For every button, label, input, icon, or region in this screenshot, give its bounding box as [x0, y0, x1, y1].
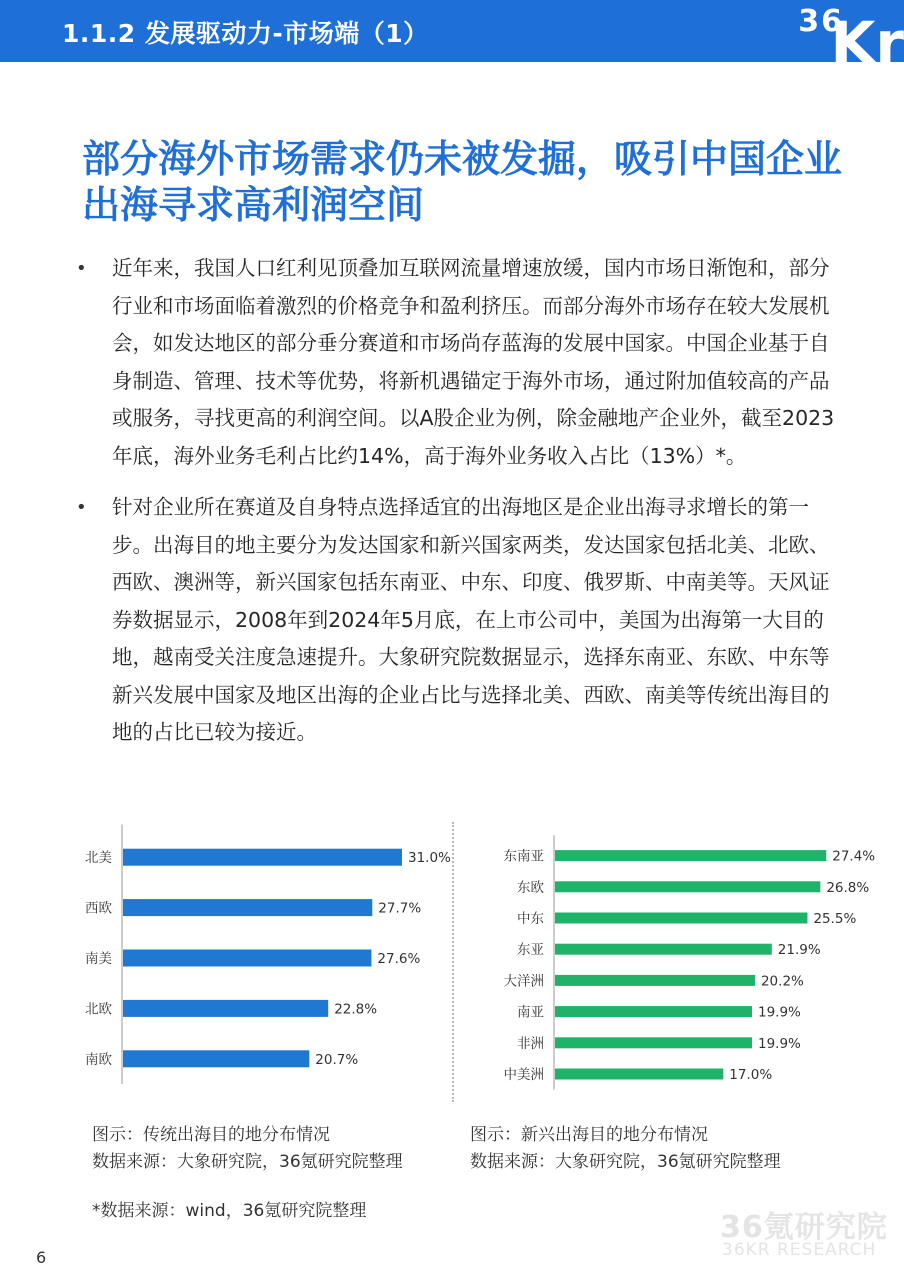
bullet-text: 针对企业所在赛道及自身特点选择适宜的出海地区是企业出海寻求增长的第一步。出海目的地主要分为发达国家和新兴国家两类，发达国家包括北美、北欧、西欧、澳洲等，新兴国家包括东南亚、中东、印度、俄罗斯、中南美等。天风证券数据显示，2008年到2024年5月底，在上市公司中，美国为出海第一大目的地，越南受关注度急速提升。大象研究院数据显示，选择东南亚、东欧、中东等新兴发展中国家及地区出海的企业占比与选择北美、西欧、南美等传统出海目的地的占比已较为接近。 — [112, 495, 830, 744]
data-label: 27.6% — [377, 951, 421, 967]
category-label: 北欧 — [85, 1001, 112, 1018]
bar — [555, 1006, 752, 1017]
right-figure-source: 数据来源：大象研究院，36氪研究院整理 — [470, 1152, 781, 1172]
category-label: 中东 — [517, 911, 544, 927]
data-label: 19.9% — [758, 1004, 801, 1021]
data-label: 20.7% — [315, 1051, 359, 1068]
bullet-item — [76, 250, 836, 475]
headline-line-2: 出海寻求高利润空间 — [82, 183, 425, 227]
bar — [123, 899, 372, 916]
data-label: 27.4% — [832, 848, 876, 865]
data-label: 31.0% — [408, 850, 451, 867]
traditional-destinations-svg — [70, 826, 451, 1096]
logo-kr-text: Kr — [830, 9, 904, 77]
page-number: 6 — [36, 1248, 47, 1267]
bullet-list — [76, 250, 836, 766]
category-label: 大洋洲 — [503, 973, 544, 990]
header-bar — [0, 0, 904, 77]
bar — [123, 849, 402, 866]
bullet-item — [76, 489, 836, 752]
category-label: 北美 — [85, 850, 112, 867]
bar — [555, 850, 826, 861]
category-label: 东南亚 — [503, 848, 544, 865]
data-label: 22.8% — [334, 1001, 378, 1018]
bar — [555, 1037, 752, 1048]
left-figure-title: 图示：传统出海目的地分布情况 — [92, 1125, 330, 1145]
bullet-dot: • — [76, 258, 87, 279]
bullet-text: 近年来，我国人口红利见顶叠加互联网流量增速放缓，国内市场日渐饱和，部分行业和市场面临着激烈的价格竞争和盈利挤压。而部分海外市场存在较大发展机会，如发达地区的部分垂分赛道和市场尚存蓝海的发展中国家。中国企业基于自身制造、管理、技术等优势，将新机遇锚定于海外市场，通过附加值较高的产品或服务，寻找更高的利润空间。以A股企业为例，除金融地产企业外，截至2023年底，海外业务毛利占比约14%，高于海外业务收入占比（13%）*。 — [112, 256, 835, 468]
bar — [123, 1050, 309, 1067]
category-label: 南欧 — [85, 1051, 112, 1068]
data-label: 20.2% — [760, 973, 804, 990]
category-label: 南美 — [85, 951, 112, 967]
category-label: 非洲 — [517, 1035, 544, 1052]
bar — [555, 913, 807, 924]
emerging-destinations-svg — [468, 836, 888, 1086]
bar — [123, 1000, 328, 1017]
right-figure-title: 图示：新兴出海目的地分布情况 — [470, 1125, 708, 1145]
emerging-destinations-chart — [468, 836, 888, 1086]
left-figure-source: 数据来源：大象研究院，36氪研究院整理 — [92, 1152, 403, 1172]
page-headline — [82, 136, 872, 228]
bar — [123, 950, 371, 967]
data-label: 19.9% — [758, 1035, 801, 1052]
bar — [555, 944, 772, 955]
data-label: 25.5% — [813, 911, 857, 927]
category-label: 南亚 — [517, 1004, 544, 1021]
traditional-destinations-chart — [70, 826, 451, 1096]
data-label: 27.7% — [378, 900, 422, 917]
chart-divider — [452, 822, 454, 1102]
headline-line-1: 部分海外市场需求仍未被发掘，吸引中国企业 — [82, 137, 843, 181]
data-label: 26.8% — [826, 879, 870, 896]
category-label: 东亚 — [517, 942, 544, 959]
footnote: *数据来源：wind，36氪研究院整理 — [92, 1201, 367, 1221]
left-chart-caption — [92, 1122, 403, 1176]
watermark-cn: 36氪研究院 — [720, 1210, 888, 1245]
data-label: 17.0% — [729, 1067, 773, 1083]
category-label: 中美洲 — [503, 1067, 544, 1083]
bar — [555, 881, 820, 892]
category-label: 西欧 — [85, 900, 112, 917]
bar — [555, 1069, 723, 1080]
right-chart-caption — [470, 1122, 781, 1176]
data-label: 21.9% — [777, 942, 821, 959]
section-title: 1.1.2 发展驱动力-市场端（1） — [62, 19, 429, 48]
logo-36-text: 36 — [798, 4, 844, 39]
watermark-en: 36KR RESEARCH — [722, 1240, 877, 1260]
bar — [555, 975, 755, 986]
bullet-dot: • — [76, 497, 87, 518]
category-label: 东欧 — [517, 879, 544, 896]
